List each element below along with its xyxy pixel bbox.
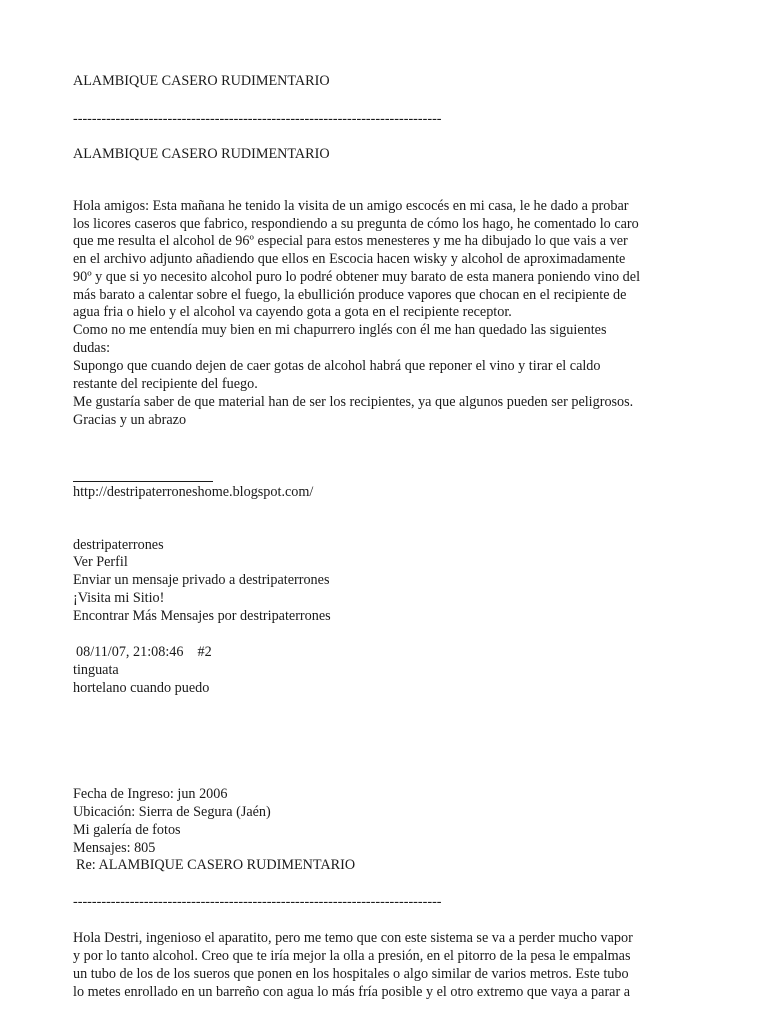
post2-body-line: lo metes enrollado en un barreño con agua lo más fría posible y el otro extremo que vaya a parar a (73, 984, 631, 1000)
post1-body-line: Hola amigos: Esta mañana he tenido la visita de un amigo escocés en mi casa, le he dado a probar (73, 198, 629, 214)
post2-separator: ------------------------------------------------------------------------------ (73, 894, 442, 910)
message-count: Mensajes: 805 (73, 840, 156, 856)
post1-body-line: los licores caseros que fabrico, respondiendo a su pregunta de cómo los hago, he comentado lo caro (73, 216, 639, 232)
post1-body-line: más barato a calentar sobre el fuego, la ebullición produce vapores que chocan en el recipiente de (73, 287, 627, 303)
post2-author-name[interactable]: tinguata (73, 662, 119, 678)
post1-body-line: Supongo que cuando dejen de caer gotas de alcohol habrá que reponer el vino y tirar el caldo (73, 358, 601, 374)
post1-body-line: 90º y que si yo necesito alcohol puro lo podré obtener muy barato de esta manera poniendo vino del (73, 269, 641, 285)
view-profile-link[interactable]: Ver Perfil (73, 554, 128, 570)
post2-body-line: y por lo tanto alcohol. Creo que te iría mejor la olla a presión, en el pitorro de la pesa le empalmas (73, 948, 631, 964)
photo-gallery-link[interactable]: Mi galería de fotos (73, 822, 181, 838)
post1-body-line: que me resulta el alcohol de 96º especial para estos menesteres y me ha dibujado lo que vais a ver (73, 233, 628, 249)
post1-body-line: en el archivo adjunto añadiendo que ellos en Escocia hacen wisky y alcohol de aproximadamente (73, 251, 626, 267)
send-private-message-link[interactable]: Enviar un mensaje privado a destripaterrones (73, 572, 330, 588)
find-more-posts-link[interactable]: Encontrar Más Mensajes por destripaterrones (73, 608, 331, 624)
post1-body-line: Como no me entendía muy bien en mi chapurrero inglés con él me han quedado las siguientes (73, 322, 607, 338)
post2-title: Re: ALAMBIQUE CASERO RUDIMENTARIO (76, 857, 356, 873)
post1-body-line: dudas: (73, 340, 111, 356)
post2-header (76, 644, 212, 662)
signature-divider (73, 481, 213, 482)
post2-body-line: un tubo de los de los sueros que ponen en los hospitales o algo similar de varios metros. Este tubo (73, 966, 629, 982)
join-date: Fecha de Ingreso: jun 2006 (73, 786, 228, 802)
post2-body-line: Hola Destri, ingenioso el aparatito, pero me temo que con este sistema se va a perder mucho vapor (73, 930, 633, 946)
user-location: Ubicación: Sierra de Segura (Jaén) (73, 804, 271, 820)
post2-user-title: hortelano cuando puedo (73, 680, 210, 696)
post1-body-line: Me gustaría saber de que material han de ser los recipientes, ya que algunos pueden ser peligrosos. (73, 394, 634, 410)
post1-body-line: restante del recipiente del fuego. (73, 376, 258, 392)
post1-body-line: agua fria o hielo y el alcohol va cayendo gota a gota en el recipiente receptor. (73, 304, 512, 320)
post1-body-line: Gracias y un abrazo (73, 412, 187, 428)
post1-author-name[interactable]: destripaterrones (73, 537, 164, 553)
signature-url-link[interactable]: http://destripaterroneshome.blogspot.com/ (73, 484, 314, 500)
post2-date: 08/11/07, 21:08:46 (76, 644, 184, 660)
visit-site-link[interactable]: ¡Visita mi Sitio! (73, 590, 165, 606)
post1-header-title: ALAMBIQUE CASERO RUDIMENTARIO (73, 73, 330, 89)
post1-separator: ------------------------------------------------------------------------------ (73, 111, 442, 127)
post1-title: ALAMBIQUE CASERO RUDIMENTARIO (73, 146, 330, 162)
post2-number-link[interactable]: #2 (197, 644, 212, 660)
